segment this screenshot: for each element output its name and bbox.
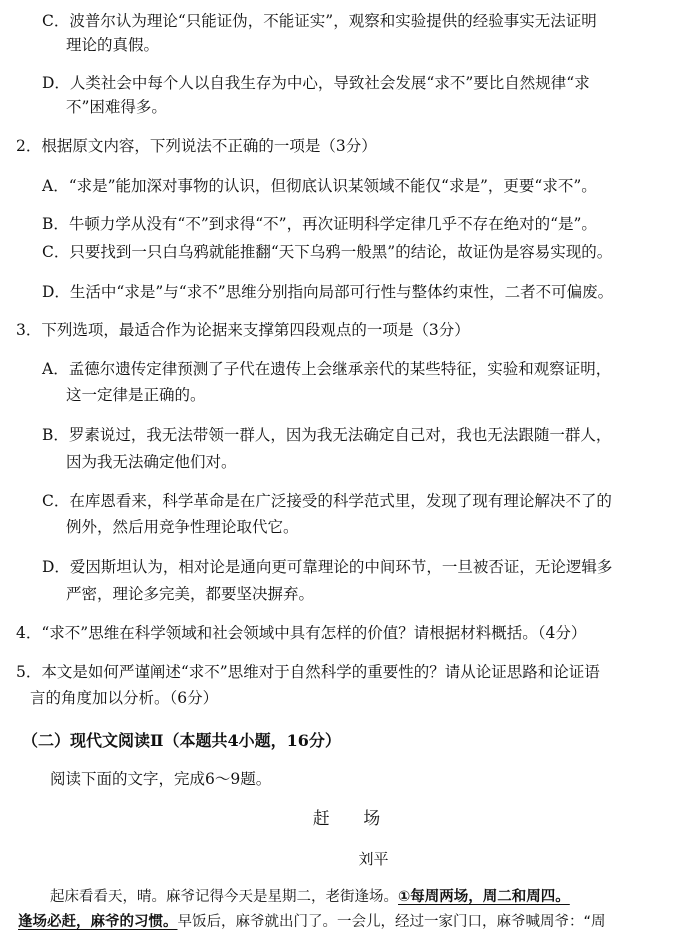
q2-option-c: C．只要找到一只白乌鸦就能推翻“天下乌鸦一般黑”的结论，故证伪是容易实现的。 [42, 243, 613, 261]
story-paragraph-line2 [0, 911, 693, 933]
q3-stem: 3．下列选项，最适合作为论据来支撑第四段观点的一项是（3分） [16, 321, 470, 339]
q3-option-c-line1: C．在库恩看来，科学革命是在广泛接受的科学范式里，发现了现有理论解决不了的 [42, 492, 612, 510]
q5-line2: 言的角度加以分析。（6分） [30, 689, 219, 707]
q5-line1: 5．本文是如何严谨阐述“求不”思维对于自然科学的重要性的？请从论证思路和论证语 [16, 663, 600, 681]
story-paragraph-line1 [0, 886, 693, 908]
q4-stem: 4．“求不”思维在科学领域和社会领域中具有怎样的价值？请根据材料概括。（4分） [16, 624, 587, 642]
q2-option-b: B．牛顿力学从没有“不”到求得“不”，再次证明科学定律几乎不存在绝对的“是”。 [42, 215, 597, 233]
q3-option-d-line2: 严密，理论多完美，都要坚决摒弃。 [66, 585, 315, 603]
q2-stem: 2．根据原文内容，下列说法不正确的一项是（3分） [16, 137, 377, 155]
q2-option-a: A．“求是”能加深对事物的认识，但彻底认识某领域不能仅“求是”，更要“求不”。 [42, 177, 597, 195]
underlined-sentence-1-cont: 逢场必赶，麻爷的习惯。 [18, 914, 178, 930]
underlined-sentence-1: ①每周两场，周二和周四。 [398, 889, 570, 905]
q1-option-c-line1: C．波普尔认为理论“只能证伪，不能证实”，观察和实验提供的经验事实无法证明 [42, 12, 597, 30]
q1-option-d-line1: D．人类社会中每个人以自我生存为中心，导致社会发展“求不”要比自然规律“求 [42, 74, 590, 92]
story-text: 起床看看天，晴。麻爷记得今天是星期二，老街逢场。 [50, 889, 398, 905]
q3-option-c-line2: 例外，然后用竞争性理论取代它。 [66, 518, 299, 536]
q3-option-d-line1: D．爱因斯坦认为，相对论是通向更可靠理论的中间环节，一旦被否证，无论逻辑多 [42, 558, 613, 576]
q3-option-a-line2: 这一定律是正确的。 [66, 386, 206, 404]
q3-option-b-line1: B．罗素说过，我无法带领一群人，因为我无法确定自己对，我也无法跟随一群人， [42, 426, 612, 444]
section-heading: （二）现代文阅读Ⅱ（本题共4小题，16分） [22, 731, 341, 750]
q2-option-d: D．生活中“求是”与“求不”思维分别指向局部可行性与整体约束性，二者不可偏废。 [42, 283, 614, 301]
story-title: 赶 场 [312, 809, 395, 829]
story-author: 刘平 [358, 850, 389, 868]
q1-option-c-line2: 理论的真假。 [66, 36, 160, 54]
q1-option-d-line2: 不”困难得多。 [66, 98, 167, 116]
reading-instruction: 阅读下面的文字，完成6～9题。 [50, 770, 272, 788]
q3-option-a-line1: A．孟德尔遗传定律预测了子代在遗传上会继承亲代的某些特征，实验和观察证明， [42, 360, 612, 378]
story-text-cont: 早饭后，麻爷就出门了。一会儿，经过一家门口，麻爷喊周爷：“周 [177, 914, 606, 930]
q3-option-b-line2: 因为我无法确定他们对。 [66, 453, 237, 471]
